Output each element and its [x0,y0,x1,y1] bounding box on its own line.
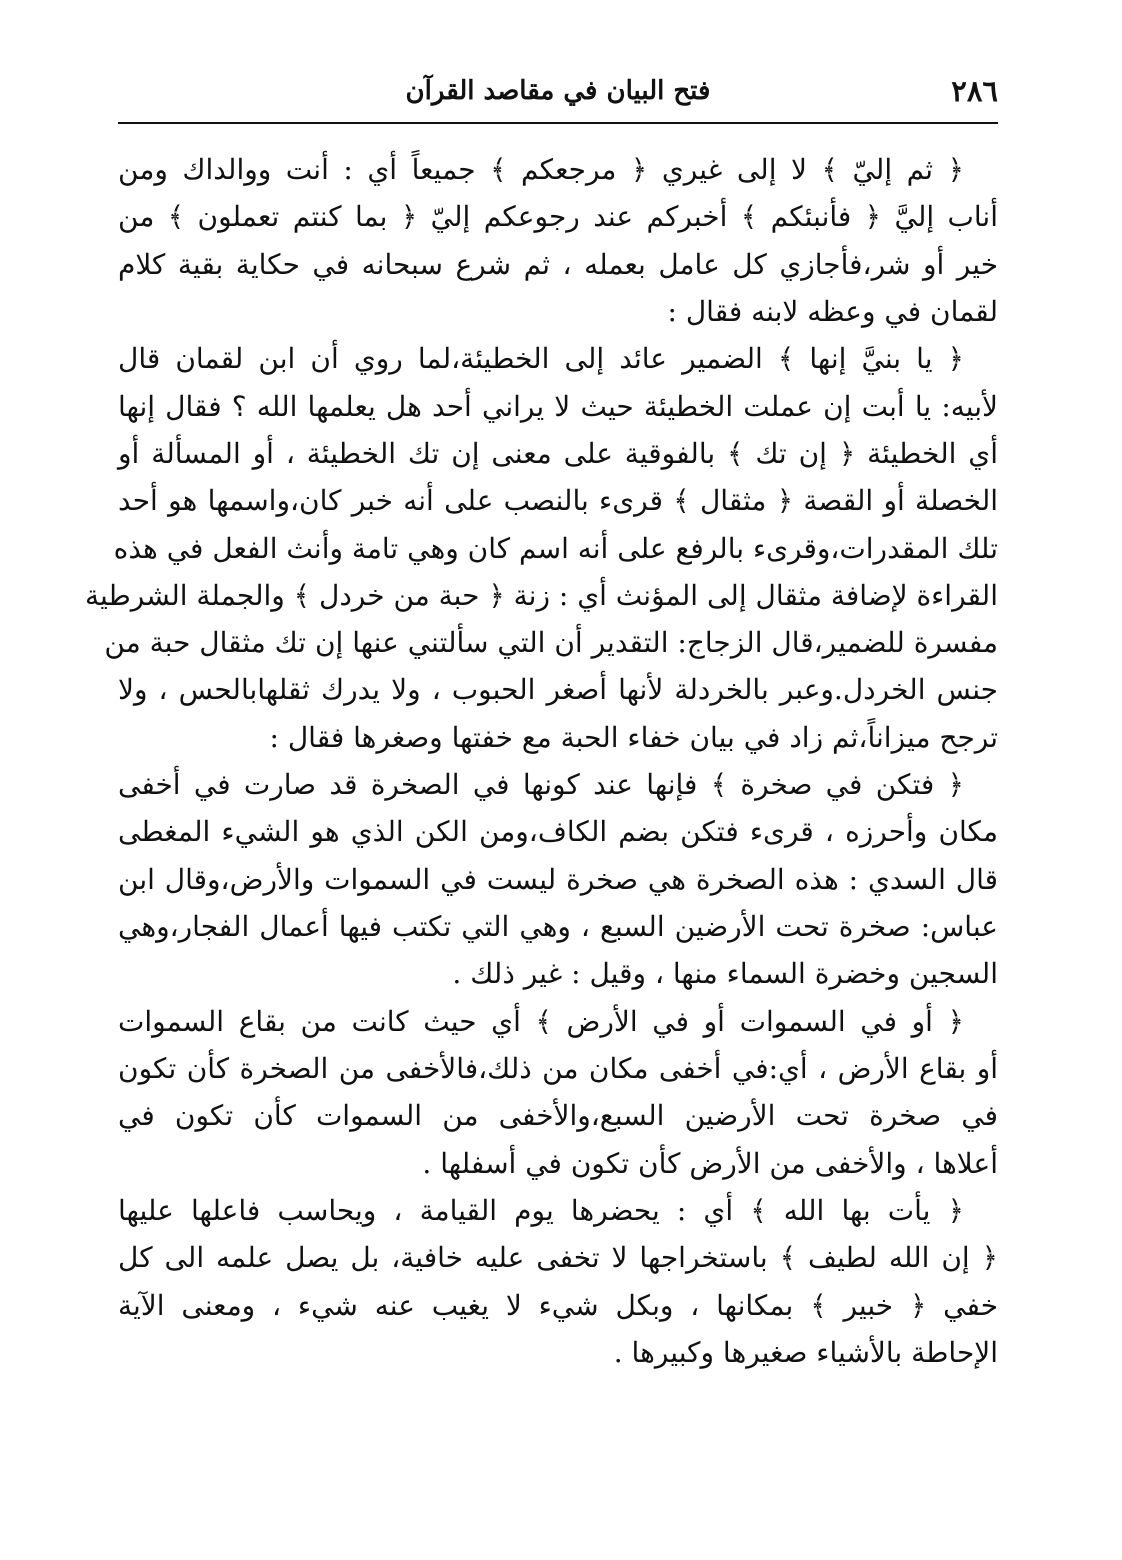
text-line: ﴿ فتكن في صخرة ﴾ فإنها عند كونها في الصخرة قد صارت في أخفى [118,768,964,802]
text-line: السجين وخضرة السماء منها ، وقيل : غير ذلك . [452,957,998,991]
text-line: عباس: صخرة تحت الأرضين السبع ، وهي التي تكتب فيها أعمال الفجار،وهي [118,910,998,943]
text-line: الإحاطة بالأشياء صغيرها وكبيرها . [613,1335,998,1369]
text-line: مكان وأحرزه ، قرىء فتكن بضم الكاف،ومن الكن الذي هو الشيء المغطى [118,815,998,849]
text-line: أي الخطيئة ﴿ إن تك ﴾ بالفوقية على معنى إن تك الخطيئة ، أو المسألة أو [118,436,998,470]
text-line: أناب إليَّ ﴿ فأنبئكم ﴾ أخبركم عند رجوعكم إليّ ﴿ بما كنتم تعملون ﴾ من [118,200,998,234]
text-line: أو بقاع الأرض ، أي:في أخفى مكان من ذلك،فالأخفى من الصخرة كأن تكون [118,1051,998,1085]
text-line: أعلاها ، والأخفى من الأرض كأن تكون في أسفلها . [422,1146,998,1180]
text-line: ﴿ يأت بها الله ﴾ أي : يحضرها يوم القيامة ، ويحاسب فاعلها عليها [118,1193,964,1227]
paragraph-4 [118,998,998,1187]
text-line: تلك المقدرات،وقرىء بالرفع على أنه اسم كان وهي تامة وأنث الفعل في هذه [113,531,998,565]
text-line: خير أو شر،فأجازي كل عامل بعمله ، ثم شرع سبحانه في حكاية بقية كلام [118,247,998,281]
page-number: ٢٨٦ [951,74,998,108]
paragraph-3 [118,761,998,998]
text-line: في صخرة تحت الأرضين السبع،والأخفى من السموات كأن تكون في [118,1099,998,1133]
text-line: لأبيه: يا أبت إن عملت الخطيئة حيث لا يراني أحد هل يعلمها الله ؟ فقال إنها [118,389,998,423]
text-line: ﴿ إن الله لطيف ﴾ باستخراجها لا تخفى عليه خافية، بل يصل علمه الى كل [118,1241,998,1275]
text-line: ﴿ يا بنيَّ إنها ﴾ الضمير عائد إلى الخطيئة،لما روي أن ابن لقمان قال [118,342,964,376]
text-line: القراءة لإضافة مثقال إلى المؤنث أي : زنة ﴿ حبة من خردل ﴾ والجملة الشرطية [85,578,998,612]
paragraph-5 [118,1187,998,1376]
book-page [85,64,998,1504]
text-line: خفي ﴿ خبير ﴾ بمكانها ، وبكل شيء لا يغيب عنه شيء ، ومعنى الآية [118,1288,998,1322]
text-line: ﴿ ثم إليّ ﴾ لا إلى غيري ﴿ مرجعكم ﴾ جميعاً أي : أنت ووالداك ومن [118,153,964,186]
paragraph-1 [118,146,998,335]
paragraph-2 [85,335,998,761]
text-line: جنس الخردل.وعبر بالخردلة لأنها أصغر الحبوب ، ولا يدرك ثقلهابالحس ، ولا [118,673,998,707]
book-title: فتح البيان في مقاصد القرآن [405,76,711,106]
text-line: الخصلة أو القصة ﴿ مثقال ﴾ قرىء بالنصب على أنه خبر كان،واسمها هو أحد [118,484,998,518]
text-line: لقمان في وعظه لابنه فقال : [667,294,998,328]
text-line: ﴿ أو في السموات أو في الأرض ﴾ أي حيث كانت من بقاع السموات [118,1004,964,1038]
body-text [85,146,998,1376]
text-line: ترجح ميزاناً،ثم زاد في بيان خفاء الحبة مع خفتها وصغرها فقال : [269,720,998,754]
text-line: قال السدي : هذه الصخرة هي صخرة ليست في السموات والأرض،وقال ابن [118,862,998,896]
running-header [118,64,998,124]
text-line: مفسرة للضمير،قال الزجاج: التقدير أن التي سألتني عنها إن تك مثقال حبة من [104,626,998,660]
